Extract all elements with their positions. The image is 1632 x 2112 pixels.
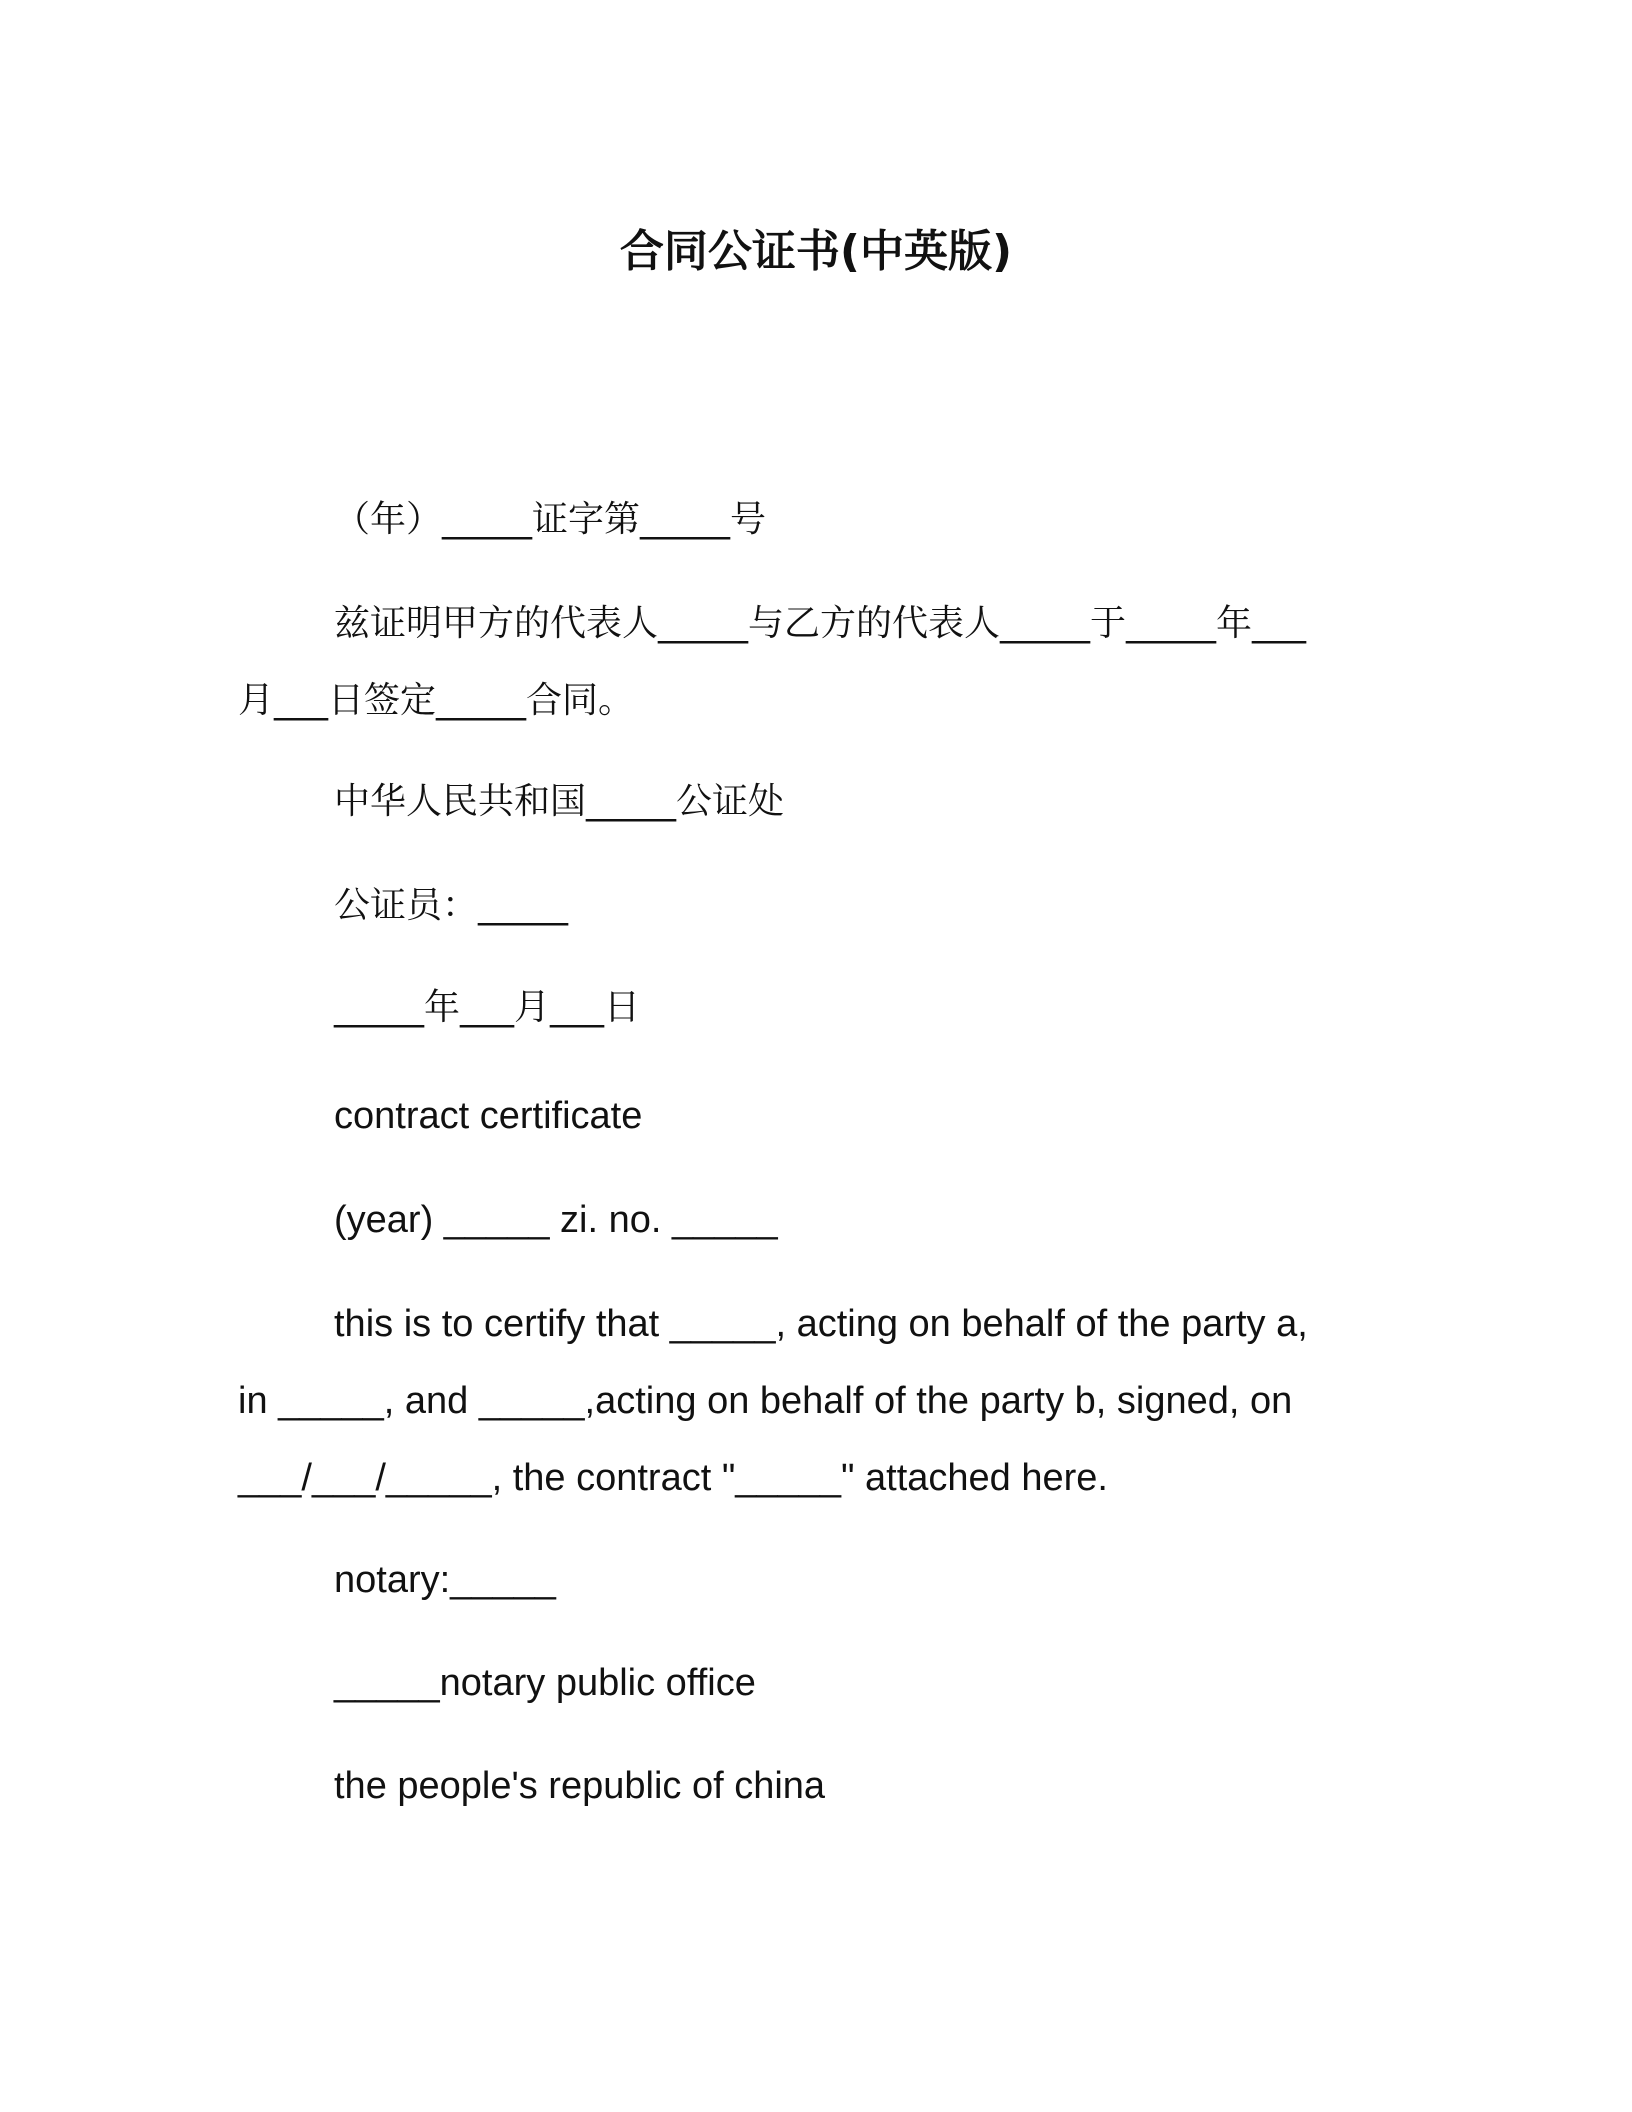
cn-notary-office: 中华人民共和国_____公证处 xyxy=(334,781,785,822)
en-heading: contract certificate xyxy=(334,1095,643,1137)
en-country: the people's republic of china xyxy=(334,1765,826,1807)
cn-certification-paragraph-line-1: 兹证明甲方的代表人_____与乙方的代表人_____于_____年___ xyxy=(334,603,1307,644)
en-certification-paragraph-line-2: in _____, and _____,acting on behalf of the party b, signed, on xyxy=(238,1380,1293,1422)
cn-certification-paragraph-line-2: 月___日签定_____合同。 xyxy=(238,680,635,721)
cn-date: _____年___月___日 xyxy=(334,987,641,1028)
cn-certificate-number: （年）_____证字第_____号 xyxy=(334,499,767,540)
en-notary-office: _____notary public office xyxy=(334,1662,756,1704)
cn-notary-name: 公证员：_____ xyxy=(334,885,569,926)
en-certification-paragraph-line-3: ___/___/_____, the contract "_____" attached here. xyxy=(238,1457,1108,1499)
en-notary-name: notary:_____ xyxy=(334,1559,556,1601)
document-title: 合同公证书(中英版) xyxy=(619,226,1013,277)
en-certificate-number: (year) _____ zi. no. _____ xyxy=(334,1199,778,1241)
en-certification-paragraph-line-1: this is to certify that _____, acting on behalf of the party a, xyxy=(334,1303,1308,1345)
